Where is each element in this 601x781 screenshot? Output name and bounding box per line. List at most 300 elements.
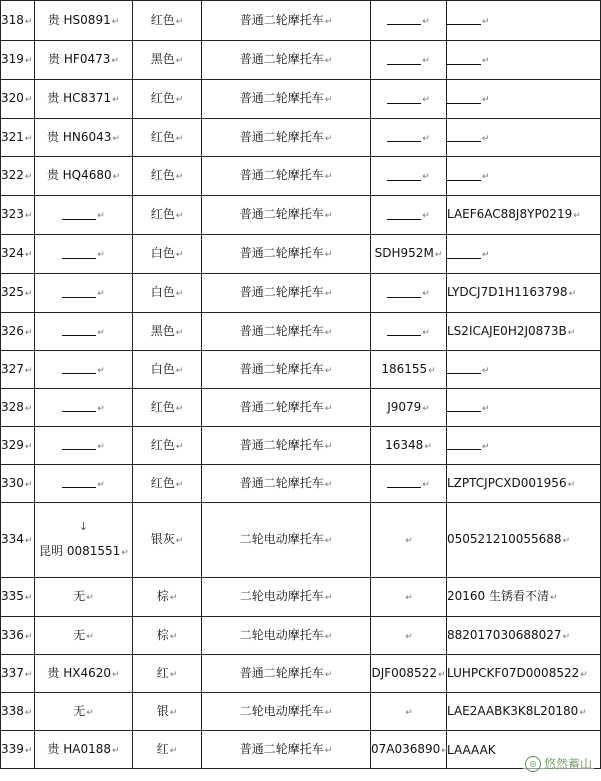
vehicle-type-cell — [202, 274, 371, 313]
row-number — [1, 655, 35, 693]
return-mark: ↵ — [112, 172, 121, 182]
vin-cell — [447, 80, 601, 119]
table-row — [1, 578, 601, 617]
color-text: 红色 — [150, 437, 175, 452]
row-number: 323 — [1, 207, 24, 221]
row-number: 334 — [1, 532, 24, 546]
return-mark: ↵ — [422, 133, 430, 144]
plate-cell — [35, 80, 133, 119]
table-row — [1, 41, 601, 80]
row-number: 321 — [1, 129, 24, 144]
return-mark: ↵ — [580, 669, 588, 680]
return-mark: ↵ — [169, 745, 178, 756]
vin-cell — [447, 274, 601, 313]
return-mark: ↵ — [86, 631, 94, 642]
return-mark: ↵ — [324, 707, 333, 718]
return-mark: ↵ — [422, 479, 430, 490]
vin-cell — [447, 196, 601, 235]
table-row — [1, 119, 601, 157]
row-number: 324 — [1, 246, 24, 260]
vehicle-type-text: 普通二轮摩托车 — [239, 323, 324, 338]
plate-text: 无 — [73, 589, 86, 603]
color-text: 黑色 — [150, 52, 175, 66]
vin-text: LAAAAK — [447, 742, 496, 757]
blank-line — [447, 132, 481, 142]
table-row — [1, 274, 601, 313]
vehicle-type-cell — [202, 617, 371, 655]
watermark — [523, 755, 594, 772]
return-mark: ↵ — [422, 289, 430, 299]
return-mark: ↵ — [24, 172, 33, 182]
vin-text: LUHPCKF07D0008522 — [447, 665, 580, 680]
row-number: 327 — [1, 361, 24, 376]
return-mark: ↵ — [482, 95, 490, 105]
return-mark: ↵ — [24, 56, 33, 66]
return-mark: ↵ — [169, 593, 178, 603]
color-text: 红色 — [150, 168, 175, 182]
return-mark: ↵ — [175, 365, 184, 376]
color-text: 红色 — [150, 129, 175, 144]
vehicle-type-cell — [202, 351, 371, 389]
return-mark: ↵ — [24, 745, 33, 756]
plate-text: 贵 HN6043 — [47, 129, 112, 144]
return-mark: ↵ — [324, 95, 333, 105]
return-mark: ↵ — [97, 479, 105, 490]
color-cell — [133, 313, 202, 351]
return-mark: ↵ — [97, 289, 105, 299]
row-number — [1, 503, 35, 578]
row-number: 322 — [1, 168, 24, 182]
return-mark: ↵ — [175, 536, 184, 546]
return-mark: ↵ — [324, 327, 333, 338]
vin-cell — [447, 351, 601, 389]
row-number — [1, 80, 35, 119]
color-text: 棕 — [156, 589, 169, 603]
return-mark: ↵ — [324, 211, 333, 221]
return-mark: ↵ — [24, 479, 33, 490]
return-mark: ↵ — [111, 56, 119, 66]
row-number — [1, 274, 35, 313]
vehicle-type-text: 普通二轮摩托车 — [239, 665, 324, 680]
engine-number-cell — [371, 313, 447, 351]
blank-line — [447, 55, 481, 65]
plate-text: 贵 HC8371 — [47, 91, 112, 105]
row-number — [1, 578, 35, 617]
vin-text: 882017030688027 — [447, 627, 562, 642]
color-text: 红色 — [150, 399, 175, 414]
engine-number-cell — [371, 465, 447, 503]
vin-cell — [447, 119, 601, 157]
plate-text: 贵 HX4620 — [47, 665, 112, 680]
row-number — [1, 427, 35, 465]
blank-line — [447, 402, 481, 412]
color-text: 白色 — [150, 246, 175, 260]
return-mark: ↵ — [324, 403, 333, 414]
vin-cell — [447, 465, 601, 503]
watermark-text: 悠然蓄山 — [543, 757, 592, 771]
vehicle-type-text: 普通二轮摩托车 — [239, 12, 324, 27]
blank-line — [447, 171, 481, 181]
plate-cell — [35, 313, 133, 351]
plate-cell — [35, 617, 133, 655]
engine-number-cell — [371, 351, 447, 389]
table-row — [1, 235, 601, 274]
return-mark: ↵ — [324, 250, 333, 260]
return-mark: ↵ — [579, 707, 587, 718]
row-number — [1, 235, 35, 274]
return-mark: ↵ — [567, 327, 576, 338]
row-number: 336 — [1, 627, 24, 642]
color-text: 银灰 — [150, 532, 175, 546]
return-mark: ↵ — [111, 16, 120, 27]
vehicle-type-text: 普通二轮摩托车 — [239, 168, 324, 182]
return-mark: ↵ — [482, 16, 490, 27]
blank-line — [447, 249, 481, 259]
return-mark: ↵ — [568, 289, 577, 299]
color-text: 红色 — [150, 475, 175, 490]
return-mark: ↵ — [324, 479, 333, 490]
vehicle-type-text: 普通二轮摩托车 — [239, 741, 324, 756]
return-mark: ↵ — [562, 631, 571, 642]
engine-number-cell — [371, 655, 447, 693]
return-mark: ↵ — [24, 403, 33, 414]
vin-cell — [447, 235, 601, 274]
vin-text: LYDCJ7D1H1163798 — [447, 285, 568, 299]
color-text: 红色 — [150, 91, 175, 105]
engine-number-cell — [371, 427, 447, 465]
table-row — [1, 427, 601, 465]
color-cell — [133, 465, 202, 503]
row-number: 320 — [1, 91, 24, 105]
plate-text: 贵 HQ4680 — [46, 168, 112, 182]
table-row — [1, 196, 601, 235]
return-mark: ↵ — [24, 289, 33, 299]
return-mark: ↵ — [97, 403, 105, 414]
return-mark: ↵ — [24, 631, 33, 642]
color-cell — [133, 389, 202, 427]
vehicle-type-text: 普通二轮摩托车 — [239, 399, 324, 414]
vehicle-type-text: 二轮电动摩托车 — [239, 589, 324, 603]
return-mark: ↵ — [175, 479, 184, 490]
blank-line — [387, 210, 421, 220]
return-mark: ↵ — [482, 172, 490, 182]
row-number — [1, 389, 35, 427]
table-row — [1, 731, 601, 769]
row-number: 328 — [1, 399, 24, 414]
engine-number-text: DJF008522 — [371, 665, 437, 680]
engine-number-cell — [371, 80, 447, 119]
plate-cell — [35, 196, 133, 235]
plate-text: 贵 HS0891 — [47, 12, 111, 27]
plate-text: 无 — [73, 627, 86, 642]
return-mark: ↵ — [405, 631, 413, 642]
color-cell — [133, 617, 202, 655]
return-mark: ↵ — [422, 172, 430, 182]
vehicle-type-text: 普通二轮摩托车 — [239, 52, 324, 66]
engine-number-cell — [371, 196, 447, 235]
row-number: 337 — [1, 665, 24, 680]
row-number: 325 — [1, 285, 24, 299]
engine-number-text: 07A036890 — [371, 741, 441, 756]
wechat-icon: ◎ — [525, 756, 541, 772]
table-row — [1, 693, 601, 731]
engine-number-text: SDH952M — [374, 246, 434, 260]
engine-number-cell — [371, 119, 447, 157]
return-mark: ↵ — [324, 133, 333, 144]
row-number: 330 — [1, 475, 24, 490]
row-number — [1, 465, 35, 503]
return-mark: ↵ — [324, 172, 333, 182]
color-cell — [133, 427, 202, 465]
engine-number-cell — [371, 693, 447, 731]
color-cell — [133, 503, 202, 578]
return-mark: ↵ — [324, 745, 333, 756]
color-text: 棕 — [156, 627, 169, 642]
return-mark: ↵ — [324, 631, 333, 642]
return-mark: ↵ — [482, 250, 490, 260]
return-mark: ↵ — [112, 669, 120, 680]
row-number — [1, 731, 35, 769]
return-mark: ↵ — [573, 211, 581, 221]
return-mark: ↵ — [422, 56, 430, 66]
blank-line — [387, 478, 421, 488]
engine-number-cell — [371, 731, 447, 769]
blank-line — [447, 15, 481, 25]
return-mark: ↵ — [324, 669, 333, 680]
color-text: 银 — [156, 703, 169, 718]
plate-cell — [35, 465, 133, 503]
engine-number-cell — [371, 235, 447, 274]
row-number: 338 — [1, 703, 24, 718]
vehicle-type-cell — [202, 119, 371, 157]
return-mark: ↵ — [24, 95, 33, 105]
return-mark: ↵ — [428, 365, 436, 376]
return-mark: ↵ — [441, 745, 449, 756]
vin-text: LAE2AABK3K8L20180 — [447, 703, 579, 718]
blank-line — [62, 402, 96, 412]
vin-cell — [447, 157, 601, 196]
row-number: 318 — [1, 12, 24, 27]
engine-number-cell — [371, 41, 447, 80]
return-mark: ↵ — [175, 250, 184, 260]
return-mark: ↵ — [24, 669, 33, 680]
vin-cell — [447, 578, 601, 617]
color-cell — [133, 80, 202, 119]
blank-line — [62, 478, 96, 488]
table-row — [1, 313, 601, 351]
blank-line — [447, 364, 481, 374]
plate-cell — [35, 157, 133, 196]
vin-cell — [447, 655, 601, 693]
return-mark: ↵ — [24, 211, 33, 221]
return-mark: ↵ — [324, 365, 333, 376]
color-cell — [133, 41, 202, 80]
color-text: 红 — [156, 665, 169, 680]
return-mark: ↵ — [422, 16, 430, 27]
plate-text: 贵 HF0473 — [48, 52, 111, 66]
return-mark: ↵ — [482, 403, 490, 414]
return-mark: ↵ — [482, 133, 490, 144]
engine-number-text: 16348 — [385, 437, 424, 452]
color-text: 红 — [156, 741, 169, 756]
vehicle-type-cell — [202, 235, 371, 274]
return-mark: ↵ — [24, 593, 33, 603]
plate-text: 昆明 0081551 — [39, 544, 121, 558]
plate-cell — [35, 389, 133, 427]
vehicle-type-cell — [202, 1, 371, 41]
vin-text: LAEF6AC88J8YP0219 — [447, 207, 573, 221]
return-mark: ↵ — [422, 211, 430, 221]
vehicle-type-text: 二轮电动摩托车 — [239, 627, 324, 642]
vin-cell — [447, 313, 601, 351]
return-mark: ↵ — [437, 669, 446, 680]
blank-line — [62, 326, 96, 336]
return-mark: ↵ — [175, 172, 184, 182]
return-mark: ↵ — [24, 365, 33, 376]
return-mark: ↵ — [86, 593, 94, 603]
plate-cell — [35, 351, 133, 389]
plate-cell — [35, 578, 133, 617]
return-mark: ↵ — [175, 289, 184, 299]
blank-line — [447, 94, 481, 104]
return-mark: ↵ — [324, 56, 333, 66]
engine-number-cell — [371, 1, 447, 41]
return-mark: ↵ — [112, 133, 120, 144]
vehicle-type-cell — [202, 427, 371, 465]
return-mark: ↵ — [405, 593, 413, 603]
return-mark: ↵ — [422, 327, 430, 338]
row-number: 326 — [1, 323, 24, 338]
row-number — [1, 1, 35, 41]
return-mark: ↵ — [24, 707, 33, 718]
vehicle-type-text: 二轮电动摩托车 — [239, 532, 324, 546]
plate-cell — [35, 274, 133, 313]
return-mark: ↵ — [482, 365, 490, 376]
blank-line — [387, 171, 421, 181]
return-mark: ↵ — [24, 327, 33, 338]
return-mark: ↵ — [24, 133, 33, 144]
plate-text: 无 — [73, 703, 86, 718]
row-number: 319 — [1, 52, 24, 66]
plate-cell — [35, 427, 133, 465]
blank-line — [62, 210, 96, 220]
return-mark: ↵ — [175, 211, 184, 221]
return-mark: ↵ — [405, 707, 413, 718]
vin-cell — [447, 427, 601, 465]
return-mark: ↵ — [422, 403, 430, 414]
color-cell — [133, 157, 202, 196]
return-mark: ↵ — [324, 593, 333, 603]
row-number: 335 — [1, 589, 24, 603]
vehicle-type-text: 普通二轮摩托车 — [239, 129, 324, 144]
vehicle-type-text: 普通二轮摩托车 — [239, 475, 324, 490]
table-row — [1, 1, 601, 41]
vehicle-type-cell — [202, 731, 371, 769]
return-mark: ↵ — [24, 536, 33, 546]
plate-text: 贵 HA0188 — [47, 741, 112, 756]
plate-cell — [35, 119, 133, 157]
table-row — [1, 503, 601, 578]
engine-number-cell — [371, 503, 447, 578]
return-mark: ↵ — [97, 365, 105, 376]
color-cell — [133, 235, 202, 274]
color-cell — [133, 274, 202, 313]
blank-line — [387, 94, 421, 104]
row-number — [1, 41, 35, 80]
color-text: 红色 — [150, 207, 175, 221]
blank-line — [387, 15, 421, 25]
return-mark: ↵ — [324, 536, 333, 546]
color-cell — [133, 119, 202, 157]
row-number — [1, 313, 35, 351]
engine-number-cell — [371, 274, 447, 313]
row-number — [1, 351, 35, 389]
vehicle-type-cell — [202, 41, 371, 80]
return-mark: ↵ — [24, 250, 33, 260]
return-mark: ↵ — [97, 211, 105, 221]
vehicle-table-body — [1, 1, 601, 769]
blank-line — [387, 132, 421, 142]
plate-cell — [35, 693, 133, 731]
color-cell — [133, 351, 202, 389]
vin-cell — [447, 389, 601, 427]
color-text: 红色 — [150, 12, 175, 27]
return-mark: ↵ — [169, 669, 178, 680]
row-number: 329 — [1, 437, 24, 452]
return-mark: ↵ — [567, 479, 576, 490]
vin-cell — [447, 503, 601, 578]
plate-cell — [35, 41, 133, 80]
return-mark: ↵ — [169, 707, 178, 718]
return-mark: ↵ — [324, 16, 333, 27]
vehicle-type-cell — [202, 196, 371, 235]
return-mark: ↵ — [175, 95, 184, 105]
vehicle-type-cell — [202, 389, 371, 427]
blank-line — [387, 288, 421, 298]
vin-cell — [447, 617, 601, 655]
vehicle-type-text: 普通二轮摩托车 — [239, 91, 324, 105]
return-mark: ↵ — [175, 403, 184, 414]
color-cell — [133, 1, 202, 41]
blank-line — [447, 440, 481, 450]
return-mark: ↵ — [175, 133, 184, 144]
return-mark: ↵ — [175, 441, 184, 452]
return-mark: ↵ — [121, 548, 129, 558]
color-cell — [133, 693, 202, 731]
return-mark: ↵ — [169, 631, 178, 642]
line-break-arrow: ↓ — [78, 520, 89, 533]
row-number — [1, 617, 35, 655]
vehicle-type-text: 普通二轮摩托车 — [239, 207, 324, 221]
table-row — [1, 465, 601, 503]
color-cell — [133, 655, 202, 693]
blank-line — [387, 55, 421, 65]
vin-cell — [447, 1, 601, 41]
engine-number-cell — [371, 389, 447, 427]
return-mark: ↵ — [97, 441, 105, 452]
color-text: 黑色 — [150, 323, 175, 338]
vin-text: LS2ICAJE0H2J0873B — [447, 323, 567, 338]
vehicle-type-cell — [202, 503, 371, 578]
color-cell — [133, 578, 202, 617]
return-mark: ↵ — [562, 536, 571, 546]
engine-number-cell — [371, 617, 447, 655]
plate-cell — [35, 1, 133, 41]
color-cell — [133, 196, 202, 235]
table-row — [1, 617, 601, 655]
table-row — [1, 157, 601, 196]
return-mark: ↵ — [97, 250, 105, 260]
